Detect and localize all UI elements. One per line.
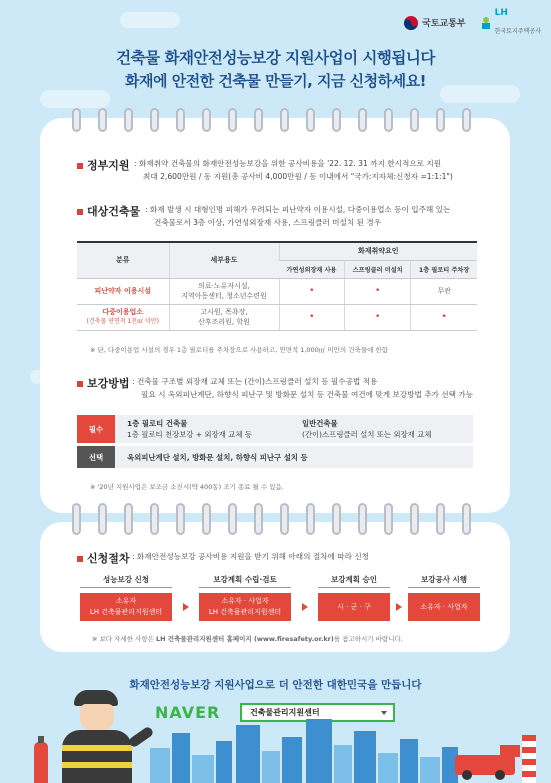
required-row bbox=[77, 415, 473, 443]
step-1-head: 성능보강 신청 bbox=[80, 572, 172, 588]
header-risk-1: 가연성외장재 사용 bbox=[279, 260, 345, 278]
optional-label: 선택 bbox=[77, 446, 115, 468]
naver-logo: NAVER bbox=[155, 703, 221, 722]
procedure-note: ※ 보다 자세한 사항은 LH 건축물관리지원센터 홈페이지 (www.firesafety.or.kr)를 참고하시기 바랍니다. bbox=[92, 635, 403, 643]
method-line2: 필요 시 옥외피난계단, 하향식 피난구 및 방화문 설치 등 건축물 여건에 맞게 보강방법 추가 선택 가능 bbox=[141, 390, 474, 399]
lh-logo bbox=[480, 8, 541, 37]
table-note: ※ 단, 다중이용업 시설의 경우 1층 필로티를 주차장으로 사용하고, 연면적 1,000㎡ 미만의 건축물에 한함 bbox=[90, 346, 389, 354]
target-line2: 건축물로서 3층 이상, 가연성외장재 사용, 스프링클러 미설치 된 경우 bbox=[154, 218, 382, 227]
row-mark: • bbox=[411, 304, 477, 330]
step-4-box: 소유자 · 사업자 bbox=[408, 593, 480, 621]
optional-text: 옥외피난계단 설치, 방화문 설치, 하향식 피난구 설치 등 bbox=[115, 446, 473, 468]
header-detail: 세부용도 bbox=[169, 242, 279, 278]
slogan: 화재안전성능보강 지원사업으로 더 안전한 대한민국을 만듭니다 bbox=[129, 679, 422, 691]
target-table bbox=[77, 241, 477, 331]
step-2-box: 소유자 · 사업자 LH 건축물관리지원센터 bbox=[199, 593, 291, 621]
support-line1: : 화재취약 건축물의 화재안전성능보강을 위한 공사비용을 '22. 12. 31 까지 한시적으로 지원 bbox=[134, 159, 442, 168]
required-a: 1층 필로티 건축물 1층 필로티 천장보강 + 외장재 교체 등 bbox=[127, 419, 252, 439]
row-category: 피난약자 이용시설 bbox=[77, 278, 169, 304]
taegeuk-icon bbox=[403, 15, 419, 31]
target-line1: : 화재 발생 시 대형인명 피해가 우려되는 피난약자 이용시설, 다중이용업소 등이 입주해 있는 bbox=[145, 205, 451, 214]
step-2-head: 보강계획 수립·검토 bbox=[199, 572, 291, 588]
cloud bbox=[40, 90, 110, 108]
target-title: 대상건축물 bbox=[77, 203, 140, 219]
table-row bbox=[77, 304, 477, 330]
step-1-box: 소유자 LH 건축물관리지원센터 bbox=[80, 593, 172, 621]
headline-highlight: 건축물 화재안전성능보강 지원사업 bbox=[116, 49, 344, 67]
headline-line1 bbox=[0, 46, 551, 68]
method-line1: : 건축물 구조별 외장재 교체 또는 (간이)스프링클러 설치 등 필수공법 적용 bbox=[132, 377, 378, 386]
support-title: 정부지원 bbox=[77, 157, 130, 173]
header-risk-3: 1층 필로티 주차장 bbox=[411, 260, 477, 278]
procedure-title: 신청절차 bbox=[77, 550, 130, 566]
lh-name: LH bbox=[494, 8, 508, 18]
molit-logo bbox=[403, 15, 465, 31]
step-4-head: 보강공사 시행 bbox=[408, 572, 480, 588]
table-row bbox=[77, 278, 477, 304]
support-line2: 최대 2,600만원 / 동 지원(총 공사비 4,000만원 / 동 이내에서 "국가:지자체:신청자 =1:1:1") bbox=[143, 172, 453, 181]
optional-row bbox=[77, 446, 473, 468]
headline-rest: 이 시행됩니다 bbox=[343, 49, 435, 67]
method-note: ※ '20년 지원사업은 보조금 소진시(약 400동) 조기 종료 될 수 있음. bbox=[90, 483, 284, 491]
dropdown-caret-icon bbox=[381, 711, 387, 715]
row-mark: • bbox=[345, 304, 411, 330]
header-risk: 화재취약요인 bbox=[279, 242, 477, 260]
lh-mark-icon bbox=[480, 16, 492, 30]
row-detail: 의료·노유자시설, 지역아동센터, 청소년수련원 bbox=[169, 278, 279, 304]
row-mark: 무관 bbox=[411, 278, 477, 304]
row-category: 다중이용업소 (건축물 연면적 1천㎡ 미만) bbox=[77, 304, 169, 330]
row-mark: • bbox=[345, 278, 411, 304]
logo-bar bbox=[403, 8, 541, 37]
arrow-icon bbox=[396, 603, 402, 611]
procedure-desc: : 화재안전성능보강 공사비용 지원을 받기 위해 아래의 절차에 따라 신청 bbox=[132, 552, 370, 561]
lh-subname: 한국토지주택공사 bbox=[494, 28, 541, 35]
row-detail: 고시원, 목욕장, 산후조리원, 학원 bbox=[169, 304, 279, 330]
molit-name: 국토교통부 bbox=[422, 19, 466, 29]
headline-line2: 화재에 안전한 건축물 만들기, 지금 신청하세요! bbox=[125, 72, 426, 90]
step-3-head: 보강계획 승인 bbox=[318, 572, 390, 588]
header-risk-2: 스프링클러 미설치 bbox=[345, 260, 411, 278]
required-b: 일반건축물 (간이)스프링클러 설치 또는 외장재 교체 bbox=[302, 419, 432, 439]
step-3-box: 시 · 군 · 구 bbox=[318, 593, 390, 621]
search-input[interactable]: 건축물관리지원센터 bbox=[240, 703, 395, 722]
cloud bbox=[120, 12, 180, 28]
row-mark: • bbox=[279, 304, 345, 330]
row-mark: • bbox=[279, 278, 345, 304]
arrow-icon bbox=[183, 603, 189, 611]
header-category: 분류 bbox=[77, 242, 169, 278]
method-title: 보강방법 bbox=[77, 375, 130, 391]
required-label: 필수 bbox=[77, 415, 115, 443]
arrow-icon bbox=[302, 603, 308, 611]
